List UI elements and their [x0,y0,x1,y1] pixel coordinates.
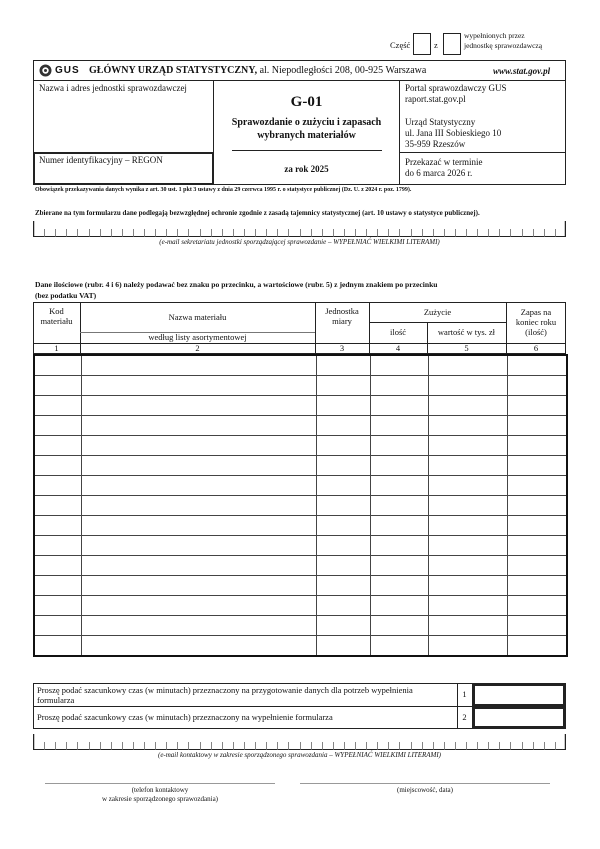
table-cell[interactable] [370,556,428,576]
table-row [34,396,567,416]
table-cell[interactable] [316,376,370,396]
table-cell[interactable] [81,596,316,616]
table-cell[interactable] [316,436,370,456]
col-value-label: wartość w tys. zł [437,327,496,337]
table-cell[interactable] [34,396,81,416]
table-cell[interactable] [316,476,370,496]
table-cell[interactable] [81,616,316,636]
table-cell[interactable] [34,376,81,396]
col-code-label-1: Kod [49,306,64,316]
logo-text: GUS [55,65,80,76]
parts-total-box[interactable] [443,33,461,55]
portal-line-1: Portal sprawozdawczy GUS [405,83,507,93]
col-name-sublabel: według listy asortymentowej [148,332,247,342]
email-contact-caption: (e-mail kontaktowy w zakresie sporządzonego sprawozdania – WYPEŁNIAĆ WIELKIMI LITERAMI) [157,751,442,759]
table-cell[interactable] [507,355,567,376]
col-usage-label: Zużycie [423,307,452,317]
form-year: za rok 2025 [284,164,329,174]
table-cell[interactable] [507,536,567,556]
office-header [89,65,426,77]
table-cell[interactable] [428,436,507,456]
col-stock-label-1: Zapas na [520,307,552,317]
filled-note-line-1: wypełnionych przez [464,31,525,40]
table-cell[interactable] [370,456,428,476]
table-cell[interactable] [507,576,567,596]
table-cell[interactable] [507,616,567,636]
table-cell[interactable] [316,396,370,416]
table-cell[interactable] [428,456,507,476]
office-address: al. Niepodległości 208, 00-925 Warszawa [257,65,427,76]
table-row [34,416,567,436]
table-cell[interactable] [370,476,428,496]
table-row [34,616,567,636]
table-cell[interactable] [370,536,428,556]
table-cell[interactable] [81,636,316,657]
header-divider [33,80,566,81]
part-number-box[interactable] [413,33,431,55]
table-row [34,436,567,456]
table-cell[interactable] [370,396,428,416]
col-stock-label-3: (ilość) [525,327,547,337]
table-cell[interactable] [428,396,507,416]
table-cell[interactable] [316,596,370,616]
table-cell[interactable] [370,616,428,636]
table-cell[interactable] [428,496,507,516]
col-qty-label: ilość [389,327,407,337]
office-line-1: Urząd Statystyczny [405,117,476,127]
website-link[interactable]: www.stat.gov.pl [493,66,551,76]
header-col-divider-2 [399,80,400,185]
col-num-2: 2 [195,343,200,353]
time-q1-input[interactable] [473,684,565,706]
table-cell[interactable] [428,355,507,376]
portal-link[interactable]: raport.stat.gov.pl [405,94,466,104]
table-cell[interactable] [34,476,81,496]
table-cell[interactable] [316,616,370,636]
table-cell[interactable] [370,516,428,536]
table-cell[interactable] [81,456,316,476]
table-cell[interactable] [370,376,428,396]
time-q1-line-1: Proszę podać szacunkowy czas (w minutach) przeznaczony na przygotowanie danych dla potrzeb wypełnienia [37,685,413,695]
form-title-line-2: wybranych materiałów [257,130,356,141]
col-unit-label-1: Jednostka [325,306,359,316]
table-cell[interactable] [507,396,567,416]
table-cell[interactable] [81,355,316,376]
table-cell[interactable] [316,416,370,436]
office-name: GŁÓWNY URZĄD STATYSTYCZNY, [89,65,258,76]
place-date-caption: (miejscowość, data) [397,786,453,794]
table-cell[interactable] [507,476,567,496]
of-label: z [434,40,438,50]
table-cell[interactable] [428,556,507,576]
table-cell[interactable] [370,576,428,596]
table-cell[interactable] [370,436,428,456]
table-cell[interactable] [81,536,316,556]
table-cell[interactable] [507,416,567,436]
table-cell[interactable] [316,636,370,657]
table-cell[interactable] [81,396,316,416]
col-num-4: 4 [395,343,401,353]
table-cell[interactable] [428,536,507,556]
table-cell[interactable] [34,636,81,657]
table-cell[interactable] [34,616,81,636]
table-cell[interactable] [428,376,507,396]
table-cell[interactable] [34,436,81,456]
table-cell[interactable] [316,516,370,536]
table-cell[interactable] [370,596,428,616]
time-q2-input[interactable] [473,707,565,728]
table-cell[interactable] [81,516,316,536]
table-cell[interactable] [507,376,567,396]
time-q2-label: Proszę podać szacunkowy czas (w minutach) przeznaczony na wypełnienie formularza [37,712,333,722]
col-code-label-2: materiału [40,316,73,326]
table-cell[interactable] [428,516,507,536]
obligation-note: Obowiązek przekazywania danych wynika z art. 30 ust. 1 pkt 3 ustawy z dnia 29 czerwca 1995 r. o statystyce publicznej (Dz. U. z 2024 r. poz. 1799). [35,187,412,193]
time-q1-number: 1 [462,689,467,699]
confidentiality-note: Zbierane na tym formularzu dane podlegają bezwzględnej ochronie zgodnie z zasadą tajemnicy statystycznej (art. 10 ustawy o statystyce publicznej). [35,209,480,217]
phone-caption-1: (telefon kontaktowy [131,786,189,794]
instructions-line-2: (bez podatku VAT) [35,291,97,300]
table-row [34,556,567,576]
table-cell[interactable] [81,556,316,576]
table-cell[interactable] [34,596,81,616]
office-line-3: 35-959 Rzeszów [405,139,466,149]
table-cell[interactable] [507,456,567,476]
table-cell[interactable] [428,416,507,436]
col-stock-label-2: koniec roku [515,317,557,327]
table-cell[interactable] [81,476,316,496]
table-row [34,376,567,396]
table-cell[interactable] [34,416,81,436]
table-cell[interactable] [81,576,316,596]
table-cell[interactable] [507,636,567,657]
right-separator [399,152,566,153]
table-row [34,496,567,516]
col-name-label: Nazwa materiału [168,312,227,322]
col-num-3: 3 [339,343,345,353]
table-cell[interactable] [507,516,567,536]
table-cell[interactable] [370,355,428,376]
instructions-line-1: Dane ilościowe (rubr. 4 i 6) należy podawać bez znaku po przecinku, a wartościowe (rubr. 5) z jednym znakiem po przecinku [35,280,438,289]
time-q1-line-2: formularza [37,695,75,705]
time-q2-number: 2 [462,712,467,722]
table-cell[interactable] [370,416,428,436]
table-cell[interactable] [316,496,370,516]
table-cell[interactable] [34,536,81,556]
table-cell[interactable] [428,616,507,636]
table-cell[interactable] [316,556,370,576]
table-row [34,355,567,376]
col-num-5: 5 [464,343,469,353]
table-row [34,596,567,616]
comb-lines-contact [33,734,566,750]
email-contact-field[interactable] [33,734,566,750]
table-cell[interactable] [81,496,316,516]
table-cell[interactable] [428,636,507,657]
table-cell[interactable] [81,416,316,436]
table-cell[interactable] [34,556,81,576]
table-cell[interactable] [370,496,428,516]
table-cell[interactable] [81,436,316,456]
office-line-2: ul. Jana III Sobieskiego 10 [405,128,502,138]
table-cell[interactable] [316,456,370,476]
table-row [34,516,567,536]
part-label: Część [390,40,411,50]
materials-table [33,354,568,657]
table-cell[interactable] [34,516,81,536]
table-cell[interactable] [507,436,567,456]
table-cell[interactable] [507,496,567,516]
regon-label: Numer identyfikacyjny – REGON [39,155,163,165]
col-unit-label-2: miary [332,316,352,326]
table-row [34,536,567,556]
table-cell[interactable] [370,636,428,657]
table-row [34,636,567,657]
email-secretariat-caption: (e-mail sekretariatu jednostki sporządzającej sprawozdanie – WYPEŁNIAĆ WIELKIMI LITERAMI) [159,238,440,246]
filled-note-line-2: jednostkę sprawozdawczą [464,41,543,50]
table-cell[interactable] [34,456,81,476]
table-cell[interactable] [316,536,370,556]
table-row [34,456,567,476]
col-num-1: 1 [54,343,59,353]
table-cell[interactable] [81,376,316,396]
deadline-line-2: do 6 marca 2026 r. [405,168,473,178]
form-code: G-01 [290,94,323,110]
table-cell[interactable] [507,596,567,616]
table-row [34,576,567,596]
table-cell[interactable] [34,576,81,596]
phone-caption-2: w zakresie sporządzonego sprawozdania) [101,795,219,803]
deadline-line-1: Przekazać w terminie [405,157,483,167]
table-cell[interactable] [428,596,507,616]
comb-lines [33,221,566,237]
email-secretariat-field[interactable] [33,221,566,237]
gus-logo-icon [39,64,52,77]
table-cell[interactable] [316,355,370,376]
phone-line[interactable] [45,783,275,784]
table-cell[interactable] [316,576,370,596]
table-cell[interactable] [34,496,81,516]
place-date-line[interactable] [300,783,550,784]
center-separator [232,150,382,151]
col-num-6: 6 [533,343,539,353]
form-title-line-1: Sprawozdanie o zużyciu i zapasach [231,117,382,128]
table-cell[interactable] [428,576,507,596]
table-cell[interactable] [428,476,507,496]
table-cell[interactable] [34,355,81,376]
table-row [34,476,567,496]
name-address-label: Nazwa i adres jednostki sprawozdawczej [39,83,187,93]
table-cell[interactable] [507,556,567,576]
